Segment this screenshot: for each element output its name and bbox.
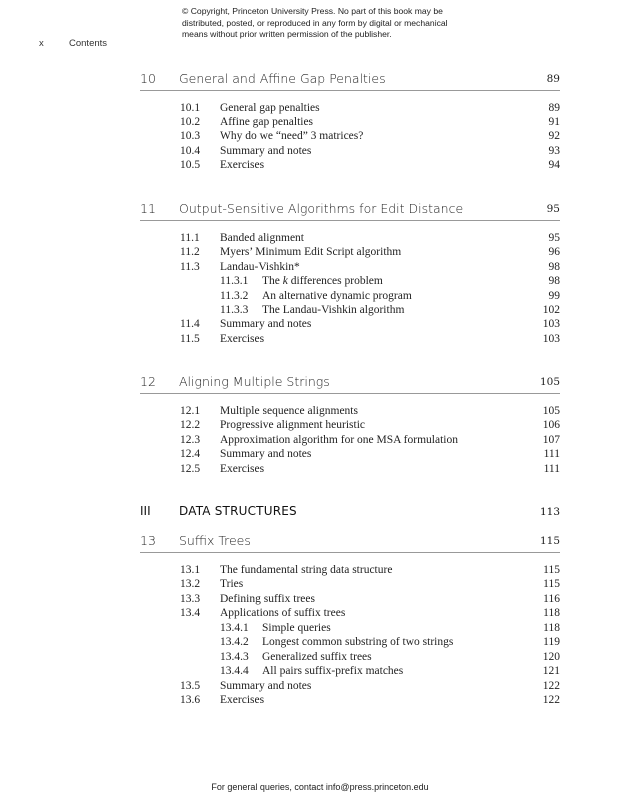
entry-title-italic: k bbox=[282, 275, 288, 287]
entry-page: 111 bbox=[543, 448, 560, 460]
entry-title: Banded alignment bbox=[220, 232, 304, 244]
entry-title: Longest common substring of two strings bbox=[262, 636, 454, 648]
toc-subentry[interactable] bbox=[180, 621, 560, 635]
toc-entry[interactable] bbox=[180, 679, 560, 693]
entry-number: 12.5 bbox=[180, 463, 201, 475]
entry-page: 95 bbox=[548, 232, 560, 244]
chapter-page: 115 bbox=[539, 535, 560, 547]
toc-subentry[interactable] bbox=[180, 274, 560, 288]
entry-title: Exercises bbox=[220, 333, 265, 345]
entry-number: 12.1 bbox=[180, 405, 201, 417]
entry-page: 122 bbox=[542, 694, 560, 706]
toc-entry[interactable] bbox=[180, 606, 560, 620]
entry-number: 11.1 bbox=[180, 232, 200, 244]
entry-page: 99 bbox=[548, 290, 560, 302]
part-title: DATA STRUCTURES bbox=[179, 504, 297, 518]
entry-number: 10.4 bbox=[180, 145, 201, 157]
chapter-number: 11 bbox=[140, 201, 156, 216]
entry-title: The Landau-Vishkin algorithm bbox=[262, 304, 405, 316]
copyright-line: © Copyright, Princeton University Press. No part of this book may be bbox=[182, 6, 443, 16]
entry-page: 119 bbox=[543, 636, 560, 648]
entry-number: 11.2 bbox=[180, 246, 200, 258]
chapter-heading-10[interactable] bbox=[140, 70, 560, 91]
entry-number: 13.3 bbox=[180, 593, 201, 605]
entry-title: All pairs suffix-prefix matches bbox=[262, 665, 404, 677]
entry-number: 13.4.4 bbox=[220, 665, 249, 677]
toc-entry[interactable] bbox=[180, 577, 560, 591]
entry-number: 13.4 bbox=[180, 607, 201, 619]
toc-subentry[interactable] bbox=[180, 635, 560, 649]
entry-number: 12.2 bbox=[180, 419, 201, 431]
entry-number: 12.4 bbox=[180, 448, 201, 460]
entry-title: Tries bbox=[220, 578, 244, 590]
entry-title: Why do we “need” 3 matrices? bbox=[220, 130, 364, 142]
chapter-number: 12 bbox=[140, 374, 156, 389]
entry-page: 98 bbox=[548, 261, 560, 273]
chapter-title: General and Affine Gap Penalties bbox=[179, 71, 386, 86]
part-heading-III[interactable] bbox=[140, 504, 560, 520]
entry-number: 10.1 bbox=[180, 102, 201, 114]
entry-page: 115 bbox=[543, 578, 560, 590]
toc-entry[interactable] bbox=[180, 144, 560, 158]
entry-page: 103 bbox=[542, 333, 560, 345]
chapter-heading-12[interactable] bbox=[140, 373, 560, 394]
entry-title: Generalized suffix trees bbox=[262, 651, 372, 663]
entry-page: 102 bbox=[542, 304, 560, 316]
entry-page: 118 bbox=[543, 607, 560, 619]
toc-entry[interactable] bbox=[180, 129, 560, 143]
entry-number: 11.3.2 bbox=[220, 290, 249, 302]
toc-entry[interactable] bbox=[180, 418, 560, 432]
entry-page: 121 bbox=[542, 665, 560, 677]
chapter-page: 105 bbox=[539, 376, 560, 388]
toc-entry[interactable] bbox=[180, 332, 560, 346]
entry-number: 10.3 bbox=[180, 130, 201, 142]
entry-number: 11.3 bbox=[180, 261, 200, 273]
entry-number: 13.6 bbox=[180, 694, 201, 706]
entry-page: 91 bbox=[548, 116, 560, 128]
entry-page: 92 bbox=[548, 130, 560, 142]
entry-title: Summary and notes bbox=[220, 318, 312, 330]
toc-entry[interactable] bbox=[180, 404, 560, 418]
toc-entry[interactable] bbox=[180, 447, 560, 461]
entry-title: Progressive alignment heuristic bbox=[220, 419, 365, 431]
entry-page: 107 bbox=[542, 434, 560, 446]
entry-page: 105 bbox=[542, 405, 560, 417]
running-head-title: Contents bbox=[69, 38, 108, 49]
entry-page: 122 bbox=[542, 680, 560, 692]
entry-number: 11.4 bbox=[180, 318, 200, 330]
chapter-page: 89 bbox=[546, 73, 560, 85]
entry-number: 13.1 bbox=[180, 564, 201, 576]
entry-number: 10.5 bbox=[180, 159, 201, 171]
entry-page: 106 bbox=[542, 419, 560, 431]
entry-page: 116 bbox=[543, 593, 560, 605]
entry-title: General gap penalties bbox=[220, 102, 320, 114]
chapter-title: Output-Sensitive Algorithms for Edit Distance bbox=[179, 201, 464, 216]
entry-page: 94 bbox=[548, 159, 560, 171]
chapter-page: 95 bbox=[546, 203, 560, 215]
entry-title bbox=[262, 274, 383, 288]
toc-subentry[interactable] bbox=[180, 289, 560, 303]
entry-number: 11.3.3 bbox=[220, 304, 249, 316]
entry-page: 98 bbox=[548, 275, 560, 287]
part-page: 113 bbox=[539, 506, 560, 518]
entry-number: 12.3 bbox=[180, 434, 201, 446]
toc-entry[interactable] bbox=[180, 245, 560, 259]
entry-number: 10.2 bbox=[180, 116, 201, 128]
toc-subentry[interactable] bbox=[180, 303, 560, 317]
entry-title: Affine gap penalties bbox=[220, 116, 314, 128]
entry-title: The fundamental string data structure bbox=[220, 564, 393, 576]
entry-number: 13.5 bbox=[180, 680, 201, 692]
entry-page: 103 bbox=[542, 318, 560, 330]
entry-title: Simple queries bbox=[262, 622, 331, 634]
entry-page: 111 bbox=[543, 463, 560, 475]
toc-subentry[interactable] bbox=[180, 650, 560, 664]
entry-title: Summary and notes bbox=[220, 145, 312, 157]
toc-entry[interactable] bbox=[180, 231, 560, 245]
toc-entry[interactable] bbox=[180, 260, 560, 274]
entry-title: Applications of suffix trees bbox=[220, 607, 346, 619]
entry-title: Exercises bbox=[220, 694, 265, 706]
entry-number: 11.5 bbox=[180, 333, 200, 345]
toc-entry[interactable] bbox=[180, 101, 560, 115]
toc-entry[interactable] bbox=[180, 592, 560, 606]
chapter-title: Suffix Trees bbox=[179, 533, 251, 548]
entry-title: Defining suffix trees bbox=[220, 593, 315, 605]
chapter-number: 13 bbox=[140, 533, 156, 548]
entry-title: Approximation algorithm for one MSA formulation bbox=[220, 434, 458, 446]
chapter-number: 10 bbox=[140, 71, 156, 86]
toc-entry[interactable] bbox=[180, 563, 560, 577]
entry-number: 13.4.3 bbox=[220, 651, 249, 663]
toc-subentry[interactable] bbox=[180, 664, 560, 678]
entry-title: Myers’ Minimum Edit Script algorithm bbox=[220, 246, 402, 258]
entry-title: Summary and notes bbox=[220, 448, 312, 460]
toc-entry[interactable] bbox=[180, 433, 560, 447]
toc-entry[interactable] bbox=[180, 693, 560, 707]
entry-number: 13.4.1 bbox=[220, 622, 249, 634]
entry-title-prefix: The bbox=[262, 275, 283, 287]
entry-number: 13.2 bbox=[180, 578, 201, 590]
footer-contact: For general queries, contact info@press.princeton.edu bbox=[211, 782, 429, 792]
toc-entry[interactable] bbox=[180, 115, 560, 129]
copyright-notice bbox=[182, 6, 482, 41]
entry-number: 11.3.1 bbox=[220, 275, 249, 287]
toc-entry[interactable] bbox=[180, 317, 560, 331]
copyright-line: means without prior written permission of the publisher. bbox=[182, 29, 392, 39]
entry-page: 118 bbox=[543, 622, 560, 634]
entry-page: 120 bbox=[542, 651, 560, 663]
toc-entry[interactable] bbox=[180, 462, 560, 476]
entry-page: 96 bbox=[548, 246, 560, 258]
chapter-title: Aligning Multiple Strings bbox=[179, 374, 330, 389]
entry-page: 89 bbox=[548, 102, 560, 114]
entry-title-suffix: differences problem bbox=[287, 275, 383, 287]
chapter-heading-13[interactable] bbox=[140, 532, 560, 553]
entry-title: Summary and notes bbox=[220, 680, 312, 692]
entry-number: 13.4.2 bbox=[220, 636, 249, 648]
entry-title: An alternative dynamic program bbox=[262, 290, 412, 302]
chapter-heading-11[interactable] bbox=[140, 200, 560, 221]
entry-page: 93 bbox=[548, 145, 560, 157]
running-head-page: x bbox=[39, 38, 44, 49]
entry-page: 115 bbox=[543, 564, 560, 576]
entry-title: Exercises bbox=[220, 159, 265, 171]
toc-entry[interactable] bbox=[180, 158, 560, 172]
part-number: III bbox=[140, 504, 151, 518]
copyright-line: distributed, posted, or reproduced in any form by digital or mechanical bbox=[182, 17, 448, 28]
entry-title: Landau-Vishkin* bbox=[220, 261, 300, 273]
entry-title: Multiple sequence alignments bbox=[220, 405, 358, 417]
entry-title: Exercises bbox=[220, 463, 265, 475]
